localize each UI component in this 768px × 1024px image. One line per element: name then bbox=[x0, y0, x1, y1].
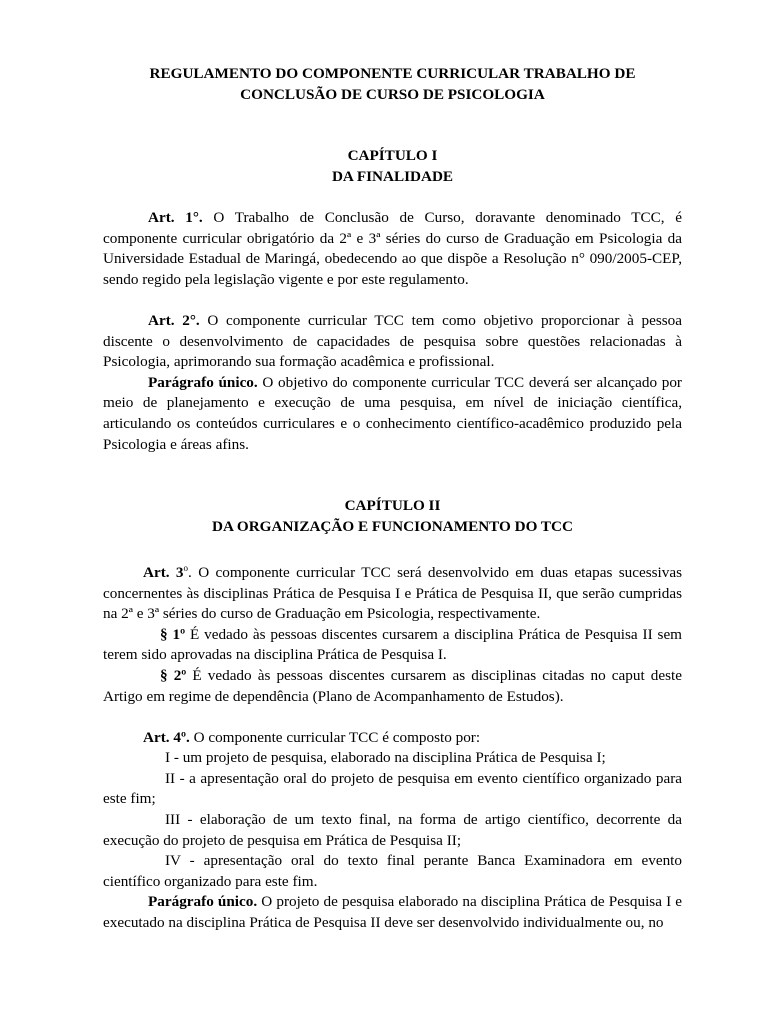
article-4-item: II - a apresentação oral do projeto de pesquisa em evento científico organizado para este fim; bbox=[103, 769, 682, 808]
article-3-section-2 bbox=[103, 666, 682, 707]
article-2-paragraph-label: Parágrafo único. bbox=[148, 373, 258, 391]
title-line-2: CONCLUSÃO DE CURSO DE PSICOLOGIA bbox=[240, 85, 545, 103]
article-3-section-1-text: É vedado às pessoas discentes cursarem a disciplina Prática de Pesquisa II sem terem sido aprovadas na disciplina Prática de Pesquisa I. bbox=[103, 625, 682, 664]
document-title bbox=[103, 64, 682, 105]
chapter-2-number: CAPÍTULO II bbox=[344, 497, 441, 515]
article-2-paragraph bbox=[103, 373, 682, 455]
chapter-2-heading bbox=[103, 496, 682, 537]
article-3-label-sup: o bbox=[183, 562, 189, 573]
article-3-text: . O componente curricular TCC será desenvolvido em duas etapas sucessivas concernentes às disciplinas Prática de Pesquisa I e Prática de Pesquisa II, que serão cumpridas na 2ª e 3ª séries do curso de Graduação em Psicologia, respectivamente. bbox=[103, 563, 682, 623]
article-3-section-2-label: § 2º bbox=[160, 666, 187, 684]
article-4-text: O componente curricular TCC é composto por: bbox=[189, 728, 481, 746]
article-1 bbox=[103, 208, 682, 290]
article-4-paragraph-text: O projeto de pesquisa elaborado na disciplina Prática de Pesquisa I e executado na disciplina Prática de Pesquisa II deve ser desenvolvido individualmente ou, no bbox=[103, 893, 682, 932]
article-3-label: Art. 3 bbox=[143, 563, 184, 581]
article-3 bbox=[103, 558, 682, 625]
article-4-item: IV - apresentação oral do texto final perante Banca Examinadora em evento científico organizado para este fim. bbox=[103, 852, 682, 890]
article-4-paragraph-label: Parágrafo único. bbox=[148, 893, 258, 911]
article-4-paragraph bbox=[103, 892, 682, 933]
document-page bbox=[103, 64, 682, 934]
article-4-item: I - um projeto de pesquisa, elaborado na disciplina Prática de Pesquisa I; bbox=[165, 749, 606, 767]
article-3-section-2-text: É vedado às pessoas discentes cursarem as disciplinas citadas no caput deste Artigo em regime de dependência (Plano de Acompanhamento de Estudos). bbox=[103, 666, 682, 705]
article-1-text: O Trabalho de Conclusão de Curso, doravante denominado TCC, é componente curricular obrigatório da 2ª e 3ª séries do curso de Graduação em Psicologia da Universidade Estadual de Maringá, obedecendo ao que dispõe a Resolução n° 090/2005-CEP, sendo regido pela legislação vigente e por este regulamento. bbox=[103, 208, 682, 288]
article-1-label: Art. 1°. bbox=[148, 208, 203, 226]
chapter-2-subtitle: DA ORGANIZAÇÃO E FUNCIONAMENTO DO TCC bbox=[211, 517, 573, 535]
article-4-label: Art. 4º. bbox=[143, 728, 190, 746]
article-2-text: O componente curricular TCC tem como objetivo proporcionar à pessoa discente o desenvolvimento de capacidades de pesquisa sobre questões relacionadas à Psicologia, aprimorando sua formação acadêmica e profissional. bbox=[103, 311, 683, 371]
article-2-label: Art. 2°. bbox=[148, 311, 200, 329]
article-2 bbox=[103, 311, 682, 373]
chapter-1-subtitle: DA FINALIDADE bbox=[331, 167, 454, 185]
title-line-1: REGULAMENTO DO COMPONENTE CURRICULAR TRABALHO DE bbox=[149, 65, 636, 82]
chapter-1-number: CAPÍTULO I bbox=[347, 147, 438, 165]
article-4-item: III - elaboração de um texto final, na forma de artigo científico, decorrente da execução do projeto de pesquisa em Prática de Pesquisa II; bbox=[103, 811, 682, 849]
chapter-1-heading bbox=[103, 146, 682, 187]
article-2-paragraph-text: O objetivo do componente curricular TCC deverá ser alcançado por meio de planejamento e execução de uma pesquisa, em nível de iniciação científica, articulando os conteúdos curriculares e o conhecimento científico-acadêmico produzido pela Psicologia e áreas afins. bbox=[103, 373, 682, 453]
article-4 bbox=[103, 728, 682, 749]
article-3-section-1 bbox=[103, 625, 682, 666]
article-3-section-1-label: § 1º bbox=[160, 625, 186, 643]
